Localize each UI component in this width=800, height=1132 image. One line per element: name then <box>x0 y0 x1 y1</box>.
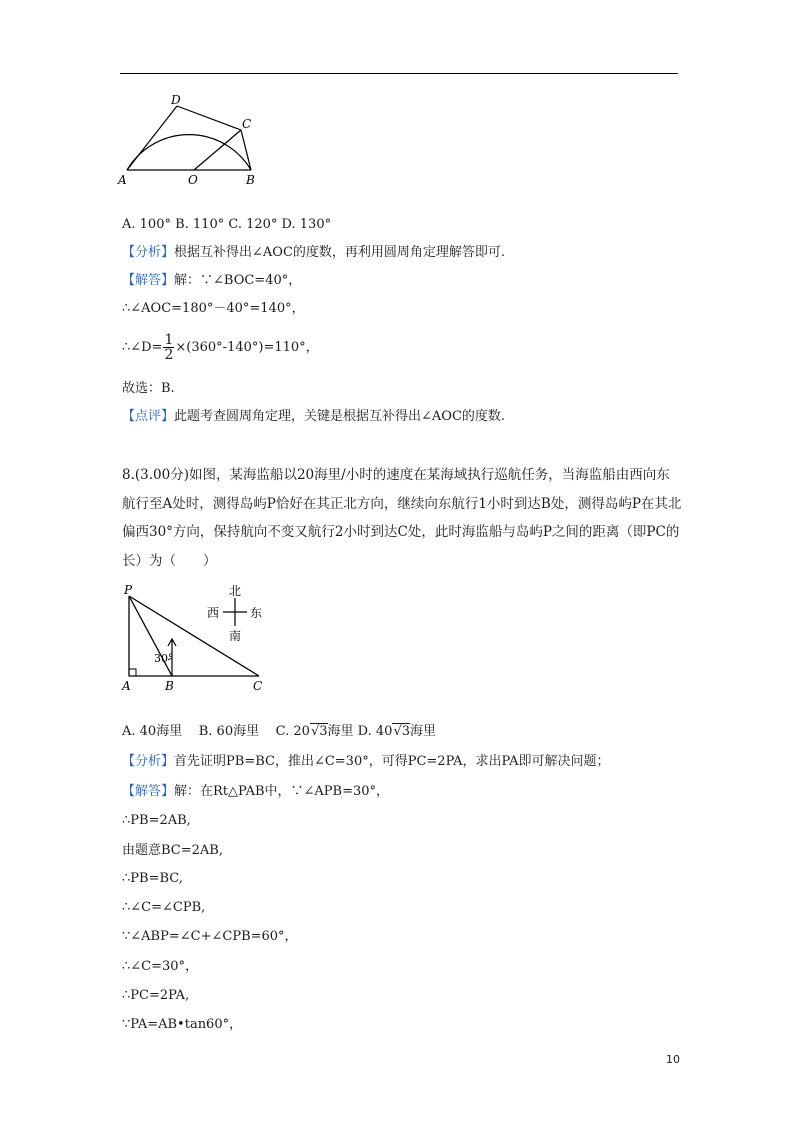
option-a: A. 40海里 <box>122 724 183 739</box>
solution-tag: 【解答】 <box>122 784 175 799</box>
q8-step: ∴∠C=∠CPB, <box>122 900 206 915</box>
step2-suffix: ×(360°-140°)=110°， <box>175 340 319 355</box>
comment-text: 此题考查圆周角定理，关键是根据互补得出∠AOC的度数. <box>174 409 506 424</box>
compass-east: 东 <box>250 606 263 620</box>
fraction <box>163 333 174 362</box>
q8-step: 由题意BC=2AB, <box>122 843 223 858</box>
compass-south: 南 <box>229 629 242 643</box>
q8-step: ∴∠C=30°， <box>122 959 199 974</box>
analysis-text: 首先证明PB=BC，推出∠C=30°，可得PC=2PA，求出PA即可解决问题； <box>174 754 610 769</box>
q8-step: ∵PA=AB•tan60°， <box>122 1017 243 1032</box>
header-rule <box>120 73 678 74</box>
fraction-denominator: 2 <box>164 347 174 363</box>
q7-solution <box>122 272 301 290</box>
analysis-tag: 【分析】 <box>122 754 175 769</box>
step2-prefix: ∴∠D= <box>122 340 163 355</box>
analysis-text: 根据互补得出∠AOC的度数，再利用圆周角定理解答即可. <box>174 245 506 260</box>
label-C2: C <box>253 679 263 693</box>
q8-stem: 8.(3.00分)如图，某海监船以20海里/小时的速度在某海域执行巡航任务，当海监船由西向东航行至A处时，测得岛屿P恰好在其正北方向，继续向东航行1小时到达B处，测得岛屿P在其北偏西30°方向，保持航向不变又航行2小时到达C处，此时海监船与岛屿P之间的距离（即PC的长）为（ ） <box>122 467 682 569</box>
option-b: B. 60海里 <box>198 724 260 739</box>
angle-label: 30° <box>154 652 174 665</box>
label-C: C <box>242 117 252 131</box>
label-A: A <box>118 173 127 187</box>
solution-intro: 解：在Rt△PAB中，∵∠APB=30°， <box>174 784 390 799</box>
page-number: 10 <box>666 1053 680 1066</box>
semicircle-figure <box>115 92 275 187</box>
q7-analysis <box>122 244 505 262</box>
label-P: P <box>124 583 133 597</box>
q8-analysis <box>122 753 609 771</box>
option-c: C. 20√3海里 <box>275 724 354 739</box>
q8-solution <box>122 783 389 801</box>
label-O: O <box>188 173 198 187</box>
q7-step1: ∴∠AOC=180°－40°=140°， <box>122 301 305 316</box>
label-B: B <box>246 173 255 187</box>
compass-north: 北 <box>229 584 242 598</box>
q8-step: ∴PB=BC, <box>122 871 183 886</box>
solution-tag: 【解答】 <box>122 273 175 288</box>
q8-step: ∴PC=2PA, <box>122 988 190 1003</box>
compass-west: 西 <box>207 606 220 620</box>
q7-comment <box>122 408 505 426</box>
q7-options: A. 100° B. 110° C. 120° D. 130° <box>122 217 332 232</box>
label-B2: B <box>165 679 174 693</box>
q8-step: ∵∠ABP=∠C+∠CPB=60°， <box>122 929 298 944</box>
triangle-figure <box>115 582 295 697</box>
sqrt-sign: √3 <box>310 724 328 739</box>
solution-intro: 解：∵∠BOC=40°， <box>174 273 302 288</box>
analysis-tag: 【分析】 <box>122 245 175 260</box>
q7-step2 <box>122 333 319 363</box>
fraction-numerator: 1 <box>164 332 174 348</box>
q8-options <box>122 723 436 741</box>
comment-tag: 【点评】 <box>122 409 175 424</box>
q8-step: ∴PB=2AB, <box>122 813 191 828</box>
label-A2: A <box>122 679 131 693</box>
sqrt-sign: √3 <box>393 724 411 739</box>
label-D: D <box>171 93 181 107</box>
q7-choice: 故选：B. <box>122 381 175 396</box>
option-d: D. 40√3海里 <box>357 724 437 739</box>
